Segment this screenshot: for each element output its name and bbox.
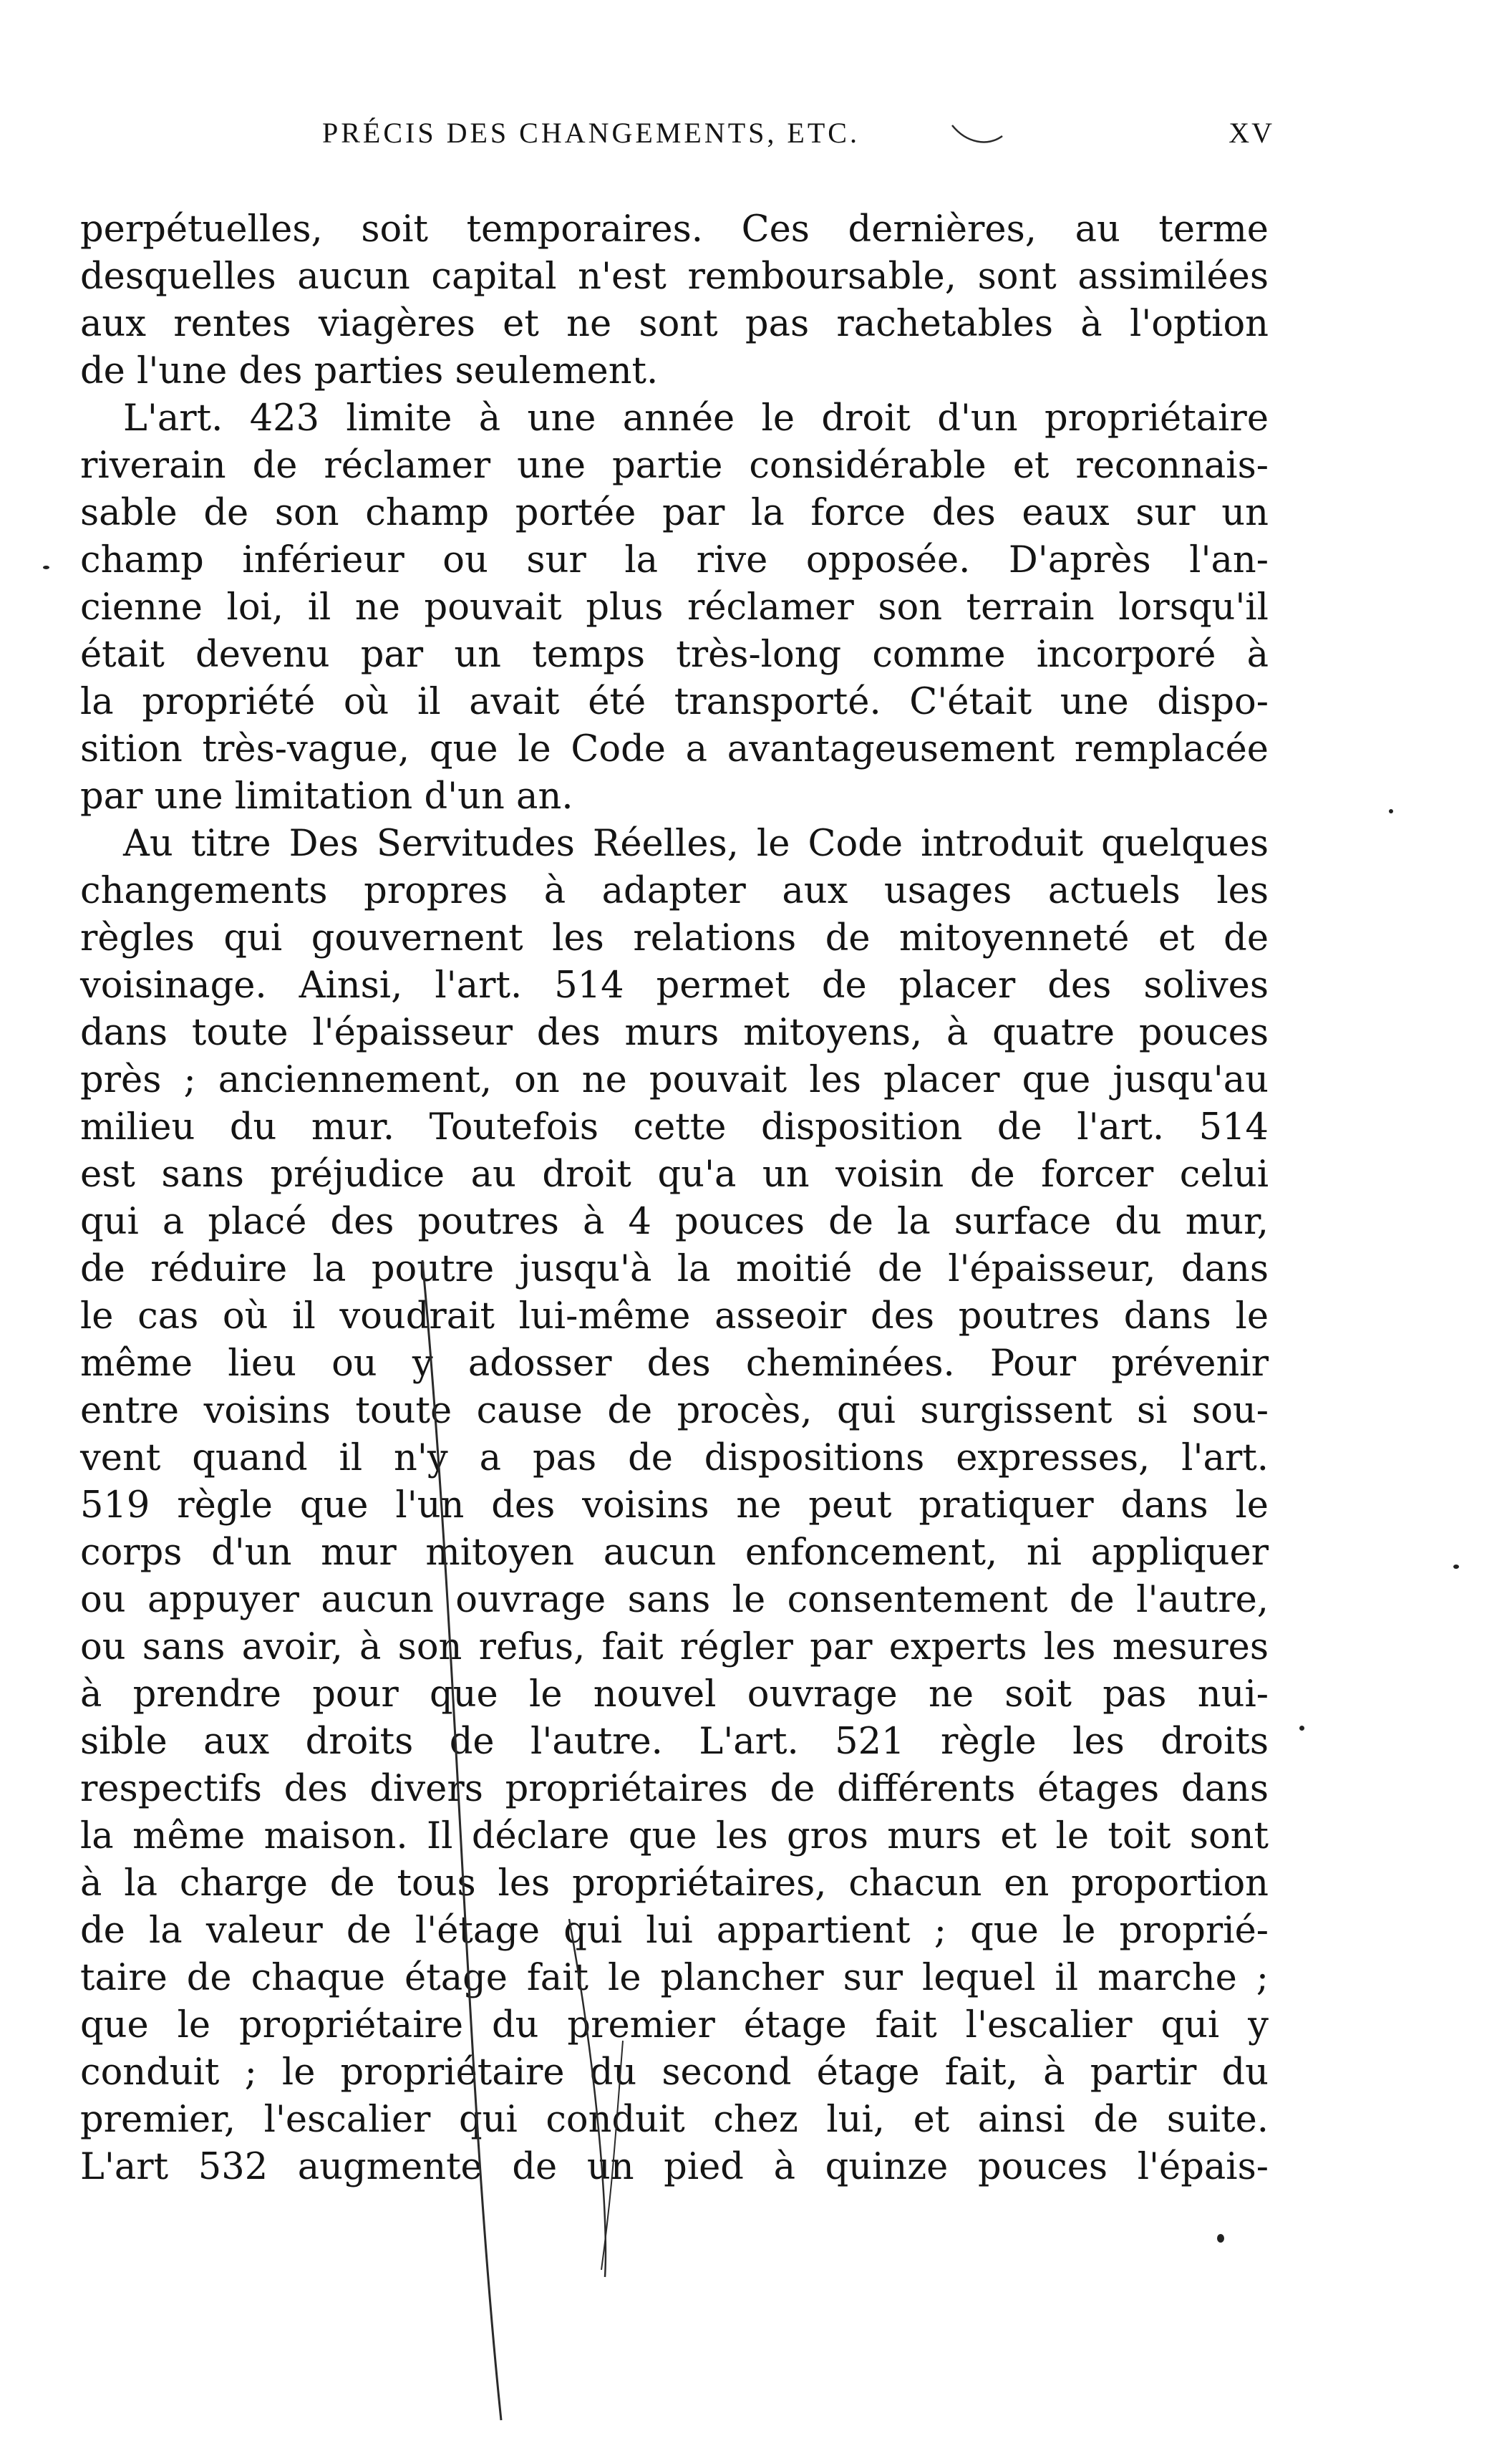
text-line: premier, l'escalier qui conduit chez lui, et ainsi de suite. <box>80 2099 1269 2141</box>
text-line: par une limitation d'un an. <box>80 775 573 818</box>
text-line: desquelles aucun capital n'est remboursable, sont assimilées <box>80 256 1269 298</box>
text-line: était devenu par un temps très-long comme incorporé à <box>80 634 1269 676</box>
text-line: L'art. 423 limite à une année le droit d'un propriétaire <box>123 397 1269 440</box>
text-line: aux rentes viagères et ne sont pas rachetables à l'option <box>80 303 1269 345</box>
page-number: XV <box>1228 117 1274 149</box>
text-line: riverain de réclamer une partie considérable et reconnais- <box>80 445 1269 487</box>
text-line: qui a placé des poutres à 4 pouces de la surface du mur, <box>80 1201 1269 1243</box>
text-line: taire de chaque étage fait le plancher sur lequel il marche ; <box>80 1957 1269 1999</box>
body-text <box>80 206 1269 2191</box>
text-line: perpétuelles, soit temporaires. Ces dernières, au terme <box>80 208 1269 251</box>
text-line: L'art 532 augmente de un pied à quinze pouces l'épais- <box>80 2146 1269 2188</box>
text-line: même lieu ou y adosser des cheminées. Pour prévenir <box>80 1343 1269 1385</box>
text-line: près ; anciennement, on ne pouvait les placer que jusqu'au <box>80 1059 1269 1101</box>
text-line: de l'une des parties seulement. <box>80 350 659 392</box>
text-line: changements propres à adapter aux usages actuels les <box>80 870 1269 912</box>
print-speck <box>43 566 49 569</box>
text-line: est sans préjudice au droit qu'a un voisin de forcer celui <box>80 1154 1269 1196</box>
text-line: le cas où il voudrait lui-même asseoir des poutres dans le <box>80 1295 1269 1338</box>
text-line: Au titre Des Servitudes Réelles, le Code introduit quelques <box>123 823 1269 865</box>
text-line: la propriété où il avait été transporté. C'était une dispo- <box>80 681 1269 723</box>
text-line: à la charge de tous les propriétaires, chacun en proportion <box>80 1862 1269 1905</box>
text-line: à prendre pour que le nouvel ouvrage ne soit pas nui- <box>80 1673 1269 1716</box>
text-line: dans toute l'épaisseur des murs mitoyens, à quatre pouces <box>80 1012 1269 1054</box>
text-line: 519 règle que l'un des voisins ne peut pratiquer dans le <box>80 1484 1269 1527</box>
running-title: PRÉCIS DES CHANGEMENTS, ETC. <box>322 117 860 149</box>
text-line: ou sans avoir, à son refus, fait régler par experts les mesures <box>80 1626 1269 1668</box>
text-line: ou appuyer aucun ouvrage sans le consentement de l'autre, <box>80 1579 1269 1621</box>
text-line: cienne loi, il ne pouvait plus réclamer son terrain lorsqu'il <box>80 586 1269 629</box>
text-line: la même maison. Il déclare que les gros murs et le toit sont <box>80 1815 1269 1857</box>
text-line: respectifs des divers propriétaires de différents étages dans <box>80 1768 1269 1810</box>
text-line: sable de son champ portée par la force des eaux sur un <box>80 492 1269 534</box>
text-line: voisinage. Ainsi, l'art. 514 permet de placer des solives <box>80 964 1269 1007</box>
text-line: que le propriétaire du premier étage fait l'escalier qui y <box>80 2004 1269 2046</box>
print-speck <box>1299 1726 1304 1731</box>
text-line: de la valeur de l'étage qui lui appartient ; que le proprié- <box>80 1910 1269 1952</box>
text-line: conduit ; le propriétaire du second étage fait, à partir du <box>80 2051 1269 2094</box>
text-line: sible aux droits de l'autre. L'art. 521 règle les droits <box>80 1721 1269 1763</box>
text-line: règles qui gouvernent les relations de mitoyenneté et de <box>80 917 1269 959</box>
text-line: corps d'un mur mitoyen aucun enfoncement, ni appliquer <box>80 1532 1269 1574</box>
text-line: vent quand il n'y a pas de dispositions expresses, l'art. <box>80 1437 1269 1479</box>
text-line: milieu du mur. Toutefois cette disposition de l'art. 514 <box>80 1106 1269 1149</box>
text-line: champ inférieur ou sur la rive opposée. D'après l'an- <box>80 539 1269 581</box>
print-speck <box>1453 1565 1459 1569</box>
text-line: de réduire la poutre jusqu'à la moitié de l'épaisseur, dans <box>80 1248 1269 1290</box>
text-line: entre voisins toute cause de procès, qui surgissent si sou- <box>80 1390 1269 1432</box>
text-line: sition très-vague, que le Code a avantageusement remplacée <box>80 728 1269 770</box>
running-head <box>272 116 1274 159</box>
print-speck <box>1389 809 1393 813</box>
print-speck <box>1217 2234 1224 2243</box>
